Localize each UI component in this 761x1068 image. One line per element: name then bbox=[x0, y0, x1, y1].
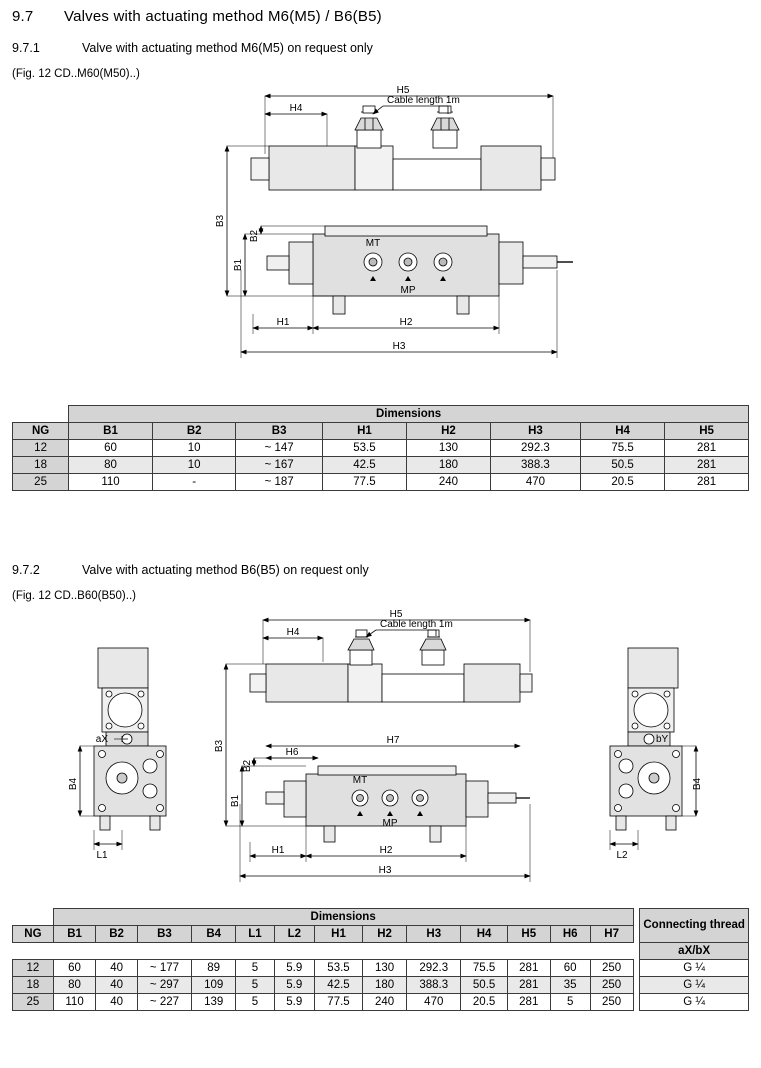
subsection-heading-1 bbox=[12, 41, 373, 55]
table1-r0-h3: 292.3 bbox=[490, 440, 580, 457]
table1-col-h1: H1 bbox=[322, 423, 406, 440]
table2-r1-b3: ~ 297 bbox=[137, 977, 191, 994]
table2-r0-b4: 89 bbox=[192, 960, 236, 977]
table2-r0-b1: 60 bbox=[53, 960, 96, 977]
table2-r0-b2: 40 bbox=[96, 960, 138, 977]
table1-col-h5: H5 bbox=[665, 423, 749, 440]
table2-r0-h6: 60 bbox=[550, 960, 590, 977]
table2-r2-h2: 240 bbox=[363, 994, 407, 1011]
dim-b1-label-1: B1 bbox=[233, 258, 244, 272]
dim-b4-left-label: B4 bbox=[68, 777, 79, 791]
subsection-1-number: 9.7.1 bbox=[12, 41, 40, 55]
dimensions-table-1 bbox=[12, 405, 749, 491]
table2-col-h4: H4 bbox=[461, 926, 508, 943]
port-mt-label-2: MT bbox=[352, 775, 368, 786]
table1-r2-h2: 240 bbox=[407, 474, 491, 491]
dim-h1-label-1: H1 bbox=[276, 317, 290, 328]
table1-r0-h5: 281 bbox=[665, 440, 749, 457]
dimensions-table-2 bbox=[12, 908, 749, 1011]
table2-group-header: Dimensions bbox=[53, 909, 633, 926]
table2-r0-h4: 75.5 bbox=[461, 960, 508, 977]
table1-r1-h1: 42.5 bbox=[322, 457, 406, 474]
figure-caption-1: (Fig. 12 CD..M60(M50)..) bbox=[12, 68, 140, 80]
dim-h2-label-1: H2 bbox=[399, 317, 413, 328]
table2-r1-h1: 42.5 bbox=[315, 977, 363, 994]
table2-r2-h3: 470 bbox=[407, 994, 461, 1011]
table2-r1-h7: 250 bbox=[590, 977, 633, 994]
table2-col-l2: L2 bbox=[274, 926, 314, 943]
subsection-heading-2 bbox=[12, 563, 369, 577]
table1-r0-b1: 60 bbox=[69, 440, 153, 457]
table2-col-h5: H5 bbox=[507, 926, 550, 943]
table1-r1-b1: 80 bbox=[69, 457, 153, 474]
dim-h5-label-1: H5 bbox=[396, 85, 410, 96]
dim-h4-label-2: H4 bbox=[286, 627, 300, 638]
table2-r2-h4: 20.5 bbox=[461, 994, 508, 1011]
table2-r0-thread: G ¼ bbox=[640, 960, 749, 977]
table2-r1-l1: 5 bbox=[236, 977, 274, 994]
table1-col-b2: B2 bbox=[152, 423, 235, 440]
dim-h4-label-1: H4 bbox=[289, 103, 303, 114]
dim-h7-label: H7 bbox=[386, 735, 400, 746]
table2-r0-h5: 281 bbox=[507, 960, 550, 977]
port-ax-label: aX bbox=[95, 734, 108, 745]
table1-r1-b2: 10 bbox=[152, 457, 235, 474]
cable-length-label-2: Cable length 1m bbox=[380, 619, 453, 630]
table2-header-row bbox=[13, 926, 749, 943]
table2-r2-b2: 40 bbox=[96, 994, 138, 1011]
table1-r1-b3: ~ 167 bbox=[236, 457, 323, 474]
table1-col-ng: NG bbox=[13, 423, 69, 440]
table1-col-h2: H2 bbox=[407, 423, 491, 440]
table-row bbox=[13, 994, 749, 1011]
section-title-text: Valves with actuating method M6(M5) / B6(B5) bbox=[64, 8, 382, 25]
table2-r2-b3: ~ 227 bbox=[137, 994, 191, 1011]
table1-r1-h3: 388.3 bbox=[490, 457, 580, 474]
dim-h6-label: H6 bbox=[285, 747, 299, 758]
table2-col-axbx: aX/bX bbox=[640, 943, 749, 960]
table2-r1-h5: 281 bbox=[507, 977, 550, 994]
dim-b3-label-1: B3 bbox=[215, 214, 226, 228]
table1-r0-b3: ~ 147 bbox=[236, 440, 323, 457]
table2-r2-b4: 139 bbox=[192, 994, 236, 1011]
dim-l2-label: L2 bbox=[616, 850, 628, 861]
table2-col-b4: B4 bbox=[192, 926, 236, 943]
table1-group-header: Dimensions bbox=[69, 406, 749, 423]
table1-col-b1: B1 bbox=[69, 423, 153, 440]
table2-r2-b1: 110 bbox=[53, 994, 96, 1011]
table2-col-l1: L1 bbox=[236, 926, 274, 943]
technical-drawing-2 bbox=[10, 606, 750, 886]
table2-col-h2: H2 bbox=[363, 926, 407, 943]
table2-r0-h1: 53.5 bbox=[315, 960, 363, 977]
table2-r0-h2: 130 bbox=[363, 960, 407, 977]
dim-b1-label-2: B1 bbox=[230, 794, 241, 808]
dim-h5-label-2: H5 bbox=[389, 609, 403, 620]
dim-h2-label-2: H2 bbox=[379, 845, 393, 856]
dim-h1-label-2: H1 bbox=[271, 845, 285, 856]
dim-l1-label: L1 bbox=[96, 850, 108, 861]
dim-b2-label-2: B2 bbox=[242, 759, 253, 773]
table1-r1-h5: 281 bbox=[665, 457, 749, 474]
table2-r1-h3: 388.3 bbox=[407, 977, 461, 994]
table2-col-b2: B2 bbox=[96, 926, 138, 943]
dim-b3-label-2: B3 bbox=[214, 739, 225, 753]
table2-r0-ng: 12 bbox=[13, 960, 54, 977]
table1-col-h4: H4 bbox=[581, 423, 665, 440]
table2-r2-ng: 25 bbox=[13, 994, 54, 1011]
subsection-1-title: Valve with actuating method M6(M5) on request only bbox=[82, 41, 373, 55]
table2-r2-h5: 281 bbox=[507, 994, 550, 1011]
table1-r1-h2: 180 bbox=[407, 457, 491, 474]
table2-col-b3: B3 bbox=[137, 926, 191, 943]
table2-r2-h1: 77.5 bbox=[315, 994, 363, 1011]
table2-r0-h7: 250 bbox=[590, 960, 633, 977]
table1-r1-ng: 18 bbox=[13, 457, 69, 474]
table1-r1-h4: 50.5 bbox=[581, 457, 665, 474]
table2-r1-l2: 5.9 bbox=[274, 977, 314, 994]
table2-r1-b4: 109 bbox=[192, 977, 236, 994]
dim-h3-label-1: H3 bbox=[392, 341, 406, 352]
table2-col-h3: H3 bbox=[407, 926, 461, 943]
table2-r2-h6: 5 bbox=[550, 994, 590, 1011]
table1-r2-b2: - bbox=[152, 474, 235, 491]
table2-r2-l2: 5.9 bbox=[274, 994, 314, 1011]
table2-r0-l1: 5 bbox=[236, 960, 274, 977]
table-row bbox=[13, 457, 749, 474]
table2-r1-thread: G ¼ bbox=[640, 977, 749, 994]
table2-subheader-row bbox=[13, 943, 749, 960]
table2-col-ng: NG bbox=[13, 926, 54, 943]
table2-col-h1: H1 bbox=[315, 926, 363, 943]
technical-drawing-1 bbox=[205, 84, 605, 384]
section-number: 9.7 bbox=[12, 8, 34, 25]
table1-r2-b3: ~ 187 bbox=[236, 474, 323, 491]
dim-b2-label-1: B2 bbox=[249, 229, 260, 243]
table1-col-b3: B3 bbox=[236, 423, 323, 440]
table1-r2-h3: 470 bbox=[490, 474, 580, 491]
table2-r1-b1: 80 bbox=[53, 977, 96, 994]
dim-h3-label-2: H3 bbox=[378, 865, 392, 876]
table2-r0-b3: ~ 177 bbox=[137, 960, 191, 977]
table2-r1-b2: 40 bbox=[96, 977, 138, 994]
table-row bbox=[13, 977, 749, 994]
table2-r1-h2: 180 bbox=[363, 977, 407, 994]
table1-r2-h5: 281 bbox=[665, 474, 749, 491]
table2-r1-ng: 18 bbox=[13, 977, 54, 994]
cable-length-label-1: Cable length 1m bbox=[387, 95, 460, 106]
figure-caption-2: (Fig. 12 CD..B60(B50)..) bbox=[12, 590, 136, 602]
table-row bbox=[13, 474, 749, 491]
table1-header-row bbox=[13, 423, 749, 440]
table1-r2-b1: 110 bbox=[69, 474, 153, 491]
table1-r2-h1: 77.5 bbox=[322, 474, 406, 491]
dim-b4-right-label: B4 bbox=[692, 777, 703, 791]
table1-r0-h2: 130 bbox=[407, 440, 491, 457]
table2-r1-h4: 50.5 bbox=[461, 977, 508, 994]
table2-r2-thread: G ¼ bbox=[640, 994, 749, 1011]
table2-col-h7: H7 bbox=[590, 926, 633, 943]
table2-col-b1: B1 bbox=[53, 926, 96, 943]
table1-r2-ng: 25 bbox=[13, 474, 69, 491]
table2-r0-l2: 5.9 bbox=[274, 960, 314, 977]
port-mp-label-2: MP bbox=[382, 818, 398, 829]
port-by-label: bY bbox=[656, 734, 669, 745]
table-row bbox=[13, 960, 749, 977]
table1-group-header-row bbox=[13, 406, 749, 423]
table2-thread-header: Connecting thread bbox=[640, 909, 749, 943]
table1-r0-h1: 53.5 bbox=[322, 440, 406, 457]
table1-r0-b2: 10 bbox=[152, 440, 235, 457]
table2-r2-l1: 5 bbox=[236, 994, 274, 1011]
section-heading bbox=[12, 8, 382, 25]
table1-r0-h4: 75.5 bbox=[581, 440, 665, 457]
table1-r2-h4: 20.5 bbox=[581, 474, 665, 491]
table2-col-h6: H6 bbox=[550, 926, 590, 943]
table1-r0-ng: 12 bbox=[13, 440, 69, 457]
table2-r2-h7: 250 bbox=[590, 994, 633, 1011]
subsection-2-title: Valve with actuating method B6(B5) on request only bbox=[82, 563, 369, 577]
port-mp-label-1: MP bbox=[400, 285, 416, 296]
table2-r0-h3: 292.3 bbox=[407, 960, 461, 977]
port-mt-label-1: MT bbox=[365, 238, 381, 249]
table-row bbox=[13, 440, 749, 457]
subsection-2-number: 9.7.2 bbox=[12, 563, 40, 577]
table2-r1-h6: 35 bbox=[550, 977, 590, 994]
table2-group-header-row bbox=[13, 909, 749, 926]
table1-col-h3: H3 bbox=[490, 423, 580, 440]
